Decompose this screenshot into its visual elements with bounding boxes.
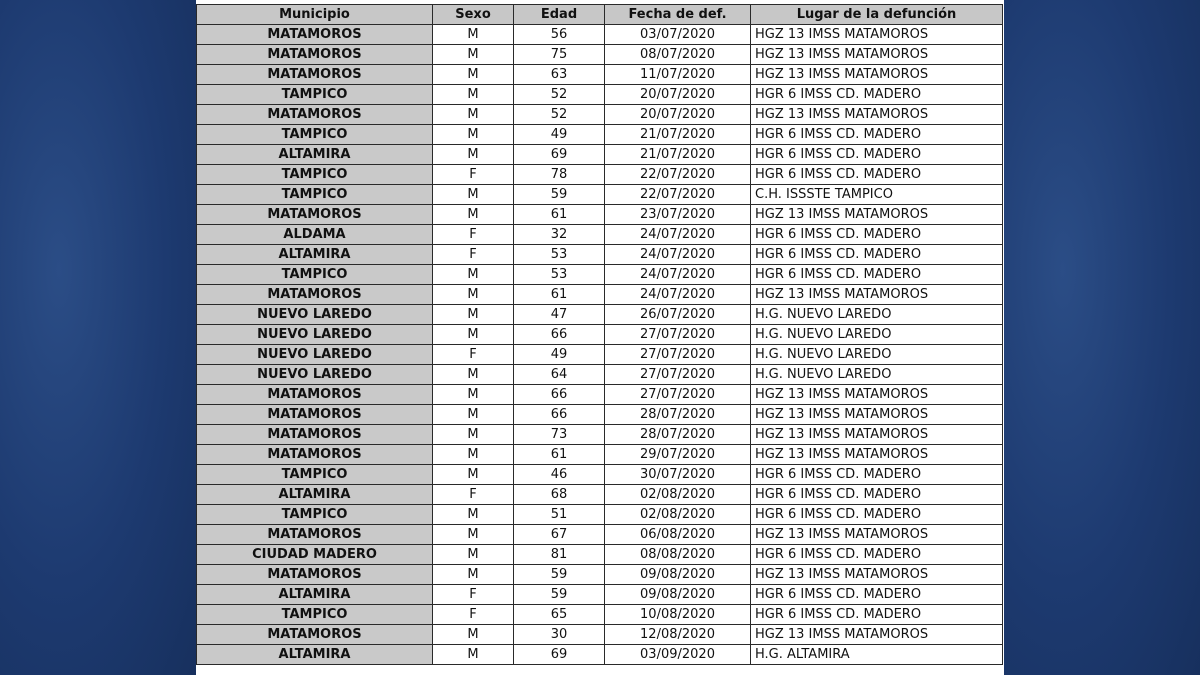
- cell-fecha: 08/08/2020: [605, 545, 751, 565]
- cell-lugar: HGZ 13 IMSS MATAMOROS: [751, 565, 1003, 585]
- cell-municipio: MATAMOROS: [197, 285, 433, 305]
- cell-fecha: 28/07/2020: [605, 425, 751, 445]
- table-row: [197, 285, 1003, 305]
- cell-lugar: HGR 6 IMSS CD. MADERO: [751, 605, 1003, 625]
- cell-municipio: MATAMOROS: [197, 525, 433, 545]
- cell-municipio: ALTAMIRA: [197, 645, 433, 665]
- cell-sexo: M: [433, 565, 514, 585]
- cell-edad: 49: [514, 125, 605, 145]
- cell-municipio: MATAMOROS: [197, 105, 433, 125]
- cell-fecha: 24/07/2020: [605, 265, 751, 285]
- cell-municipio: ALTAMIRA: [197, 485, 433, 505]
- header-lugar: Lugar de la defunción: [751, 5, 1003, 25]
- cell-edad: 65: [514, 605, 605, 625]
- cell-fecha: 24/07/2020: [605, 285, 751, 305]
- cell-fecha: 24/07/2020: [605, 225, 751, 245]
- cell-municipio: MATAMOROS: [197, 205, 433, 225]
- cell-edad: 67: [514, 525, 605, 545]
- cell-lugar: HGZ 13 IMSS MATAMOROS: [751, 105, 1003, 125]
- table-row: [197, 45, 1003, 65]
- cell-municipio: MATAMOROS: [197, 45, 433, 65]
- cell-municipio: TAMPICO: [197, 185, 433, 205]
- header-fecha: Fecha de def.: [605, 5, 751, 25]
- cell-municipio: NUEVO LAREDO: [197, 325, 433, 345]
- cell-municipio: NUEVO LAREDO: [197, 305, 433, 325]
- cell-edad: 61: [514, 205, 605, 225]
- table-row: [197, 605, 1003, 625]
- cell-edad: 81: [514, 545, 605, 565]
- cell-lugar: HGR 6 IMSS CD. MADERO: [751, 465, 1003, 485]
- cell-edad: 59: [514, 585, 605, 605]
- table-row: [197, 205, 1003, 225]
- cell-fecha: 02/08/2020: [605, 485, 751, 505]
- cell-fecha: 03/09/2020: [605, 645, 751, 665]
- cell-municipio: CIUDAD MADERO: [197, 545, 433, 565]
- cell-lugar: HGR 6 IMSS CD. MADERO: [751, 145, 1003, 165]
- cell-edad: 75: [514, 45, 605, 65]
- table-row: [197, 345, 1003, 365]
- cell-sexo: M: [433, 645, 514, 665]
- cell-sexo: M: [433, 85, 514, 105]
- cell-fecha: 20/07/2020: [605, 85, 751, 105]
- cell-edad: 49: [514, 345, 605, 365]
- cell-fecha: 09/08/2020: [605, 585, 751, 605]
- cell-edad: 53: [514, 245, 605, 265]
- cell-edad: 59: [514, 185, 605, 205]
- cell-fecha: 23/07/2020: [605, 205, 751, 225]
- cell-edad: 53: [514, 265, 605, 285]
- cell-fecha: 02/08/2020: [605, 505, 751, 525]
- table-row: [197, 385, 1003, 405]
- cell-fecha: 12/08/2020: [605, 625, 751, 645]
- cell-lugar: HGZ 13 IMSS MATAMOROS: [751, 425, 1003, 445]
- cell-municipio: ALTAMIRA: [197, 245, 433, 265]
- table-row: [197, 325, 1003, 345]
- cell-sexo: M: [433, 305, 514, 325]
- cell-municipio: NUEVO LAREDO: [197, 365, 433, 385]
- cell-fecha: 03/07/2020: [605, 25, 751, 45]
- cell-fecha: 28/07/2020: [605, 405, 751, 425]
- table-row: [197, 625, 1003, 645]
- table-row: [197, 585, 1003, 605]
- spreadsheet: [196, 0, 1004, 675]
- header-sexo: Sexo: [433, 5, 514, 25]
- cell-fecha: 26/07/2020: [605, 305, 751, 325]
- cell-fecha: 22/07/2020: [605, 165, 751, 185]
- cell-edad: 78: [514, 165, 605, 185]
- cell-edad: 32: [514, 225, 605, 245]
- cell-fecha: 08/07/2020: [605, 45, 751, 65]
- cell-sexo: F: [433, 165, 514, 185]
- cell-municipio: ALDAMA: [197, 225, 433, 245]
- cell-edad: 66: [514, 405, 605, 425]
- cell-sexo: M: [433, 25, 514, 45]
- cell-municipio: MATAMOROS: [197, 425, 433, 445]
- cell-lugar: HGR 6 IMSS CD. MADERO: [751, 225, 1003, 245]
- table-row: [197, 445, 1003, 465]
- cell-fecha: 21/07/2020: [605, 125, 751, 145]
- table-row: [197, 145, 1003, 165]
- cell-lugar: HGR 6 IMSS CD. MADERO: [751, 85, 1003, 105]
- table-row: [197, 65, 1003, 85]
- cell-sexo: M: [433, 45, 514, 65]
- cell-lugar: HGZ 13 IMSS MATAMOROS: [751, 45, 1003, 65]
- background-right: [1004, 0, 1200, 675]
- cell-sexo: F: [433, 225, 514, 245]
- cell-fecha: 27/07/2020: [605, 365, 751, 385]
- cell-edad: 30: [514, 625, 605, 645]
- cell-lugar: HGR 6 IMSS CD. MADERO: [751, 125, 1003, 145]
- cell-edad: 61: [514, 285, 605, 305]
- cell-sexo: M: [433, 285, 514, 305]
- cell-sexo: M: [433, 325, 514, 345]
- cell-sexo: M: [433, 205, 514, 225]
- table-row: [197, 25, 1003, 45]
- table-row: [197, 365, 1003, 385]
- cell-edad: 52: [514, 85, 605, 105]
- cell-municipio: MATAMOROS: [197, 385, 433, 405]
- table-row: [197, 525, 1003, 545]
- cell-lugar: HGR 6 IMSS CD. MADERO: [751, 165, 1003, 185]
- cell-lugar: HGZ 13 IMSS MATAMOROS: [751, 25, 1003, 45]
- cell-sexo: F: [433, 605, 514, 625]
- table-row: [197, 545, 1003, 565]
- cell-edad: 69: [514, 645, 605, 665]
- table-row: [197, 185, 1003, 205]
- cell-lugar: HGR 6 IMSS CD. MADERO: [751, 505, 1003, 525]
- table-body: [197, 25, 1003, 665]
- cell-lugar: HGZ 13 IMSS MATAMOROS: [751, 405, 1003, 425]
- cell-fecha: 29/07/2020: [605, 445, 751, 465]
- cell-sexo: M: [433, 625, 514, 645]
- cell-edad: 51: [514, 505, 605, 525]
- table-row: [197, 125, 1003, 145]
- table-row: [197, 425, 1003, 445]
- table-row: [197, 165, 1003, 185]
- cell-municipio: TAMPICO: [197, 265, 433, 285]
- cell-lugar: HGR 6 IMSS CD. MADERO: [751, 545, 1003, 565]
- cell-sexo: M: [433, 405, 514, 425]
- cell-lugar: C.H. ISSSTE TAMPICO: [751, 185, 1003, 205]
- cell-municipio: TAMPICO: [197, 465, 433, 485]
- cell-lugar: HGZ 13 IMSS MATAMOROS: [751, 385, 1003, 405]
- cell-sexo: F: [433, 345, 514, 365]
- table-row: [197, 85, 1003, 105]
- cell-fecha: 27/07/2020: [605, 385, 751, 405]
- cell-edad: 47: [514, 305, 605, 325]
- cell-sexo: M: [433, 425, 514, 445]
- cell-edad: 66: [514, 325, 605, 345]
- cell-sexo: F: [433, 485, 514, 505]
- cell-fecha: 21/07/2020: [605, 145, 751, 165]
- cell-lugar: HGR 6 IMSS CD. MADERO: [751, 265, 1003, 285]
- table-row: [197, 265, 1003, 285]
- cell-lugar: HGR 6 IMSS CD. MADERO: [751, 485, 1003, 505]
- cell-sexo: M: [433, 65, 514, 85]
- cell-edad: 66: [514, 385, 605, 405]
- table-row: [197, 565, 1003, 585]
- cell-fecha: 27/07/2020: [605, 345, 751, 365]
- cell-municipio: TAMPICO: [197, 165, 433, 185]
- cell-lugar: H.G. NUEVO LAREDO: [751, 325, 1003, 345]
- cell-municipio: ALTAMIRA: [197, 585, 433, 605]
- cell-fecha: 24/07/2020: [605, 245, 751, 265]
- cell-sexo: M: [433, 145, 514, 165]
- cell-sexo: F: [433, 245, 514, 265]
- table-row: [197, 225, 1003, 245]
- cell-edad: 63: [514, 65, 605, 85]
- cell-edad: 61: [514, 445, 605, 465]
- cell-municipio: MATAMOROS: [197, 65, 433, 85]
- cell-municipio: NUEVO LAREDO: [197, 345, 433, 365]
- table-row: [197, 105, 1003, 125]
- cell-municipio: MATAMOROS: [197, 405, 433, 425]
- table-row: [197, 645, 1003, 665]
- cell-sexo: M: [433, 505, 514, 525]
- cell-lugar: HGZ 13 IMSS MATAMOROS: [751, 445, 1003, 465]
- cell-edad: 59: [514, 565, 605, 585]
- header-edad: Edad: [514, 5, 605, 25]
- cell-sexo: M: [433, 445, 514, 465]
- cell-fecha: 27/07/2020: [605, 325, 751, 345]
- cell-lugar: HGR 6 IMSS CD. MADERO: [751, 245, 1003, 265]
- table-row: [197, 465, 1003, 485]
- cell-edad: 52: [514, 105, 605, 125]
- cell-edad: 69: [514, 145, 605, 165]
- cell-lugar: H.G. ALTAMIRA: [751, 645, 1003, 665]
- cell-municipio: TAMPICO: [197, 505, 433, 525]
- cell-lugar: HGZ 13 IMSS MATAMOROS: [751, 65, 1003, 85]
- cell-fecha: 30/07/2020: [605, 465, 751, 485]
- header-row: [197, 5, 1003, 25]
- cell-sexo: M: [433, 385, 514, 405]
- background-left: [0, 0, 196, 675]
- table-row: [197, 505, 1003, 525]
- cell-edad: 64: [514, 365, 605, 385]
- cell-lugar: HGZ 13 IMSS MATAMOROS: [751, 285, 1003, 305]
- cell-municipio: TAMPICO: [197, 125, 433, 145]
- cell-sexo: M: [433, 365, 514, 385]
- cell-lugar: HGZ 13 IMSS MATAMOROS: [751, 525, 1003, 545]
- deaths-table: [196, 4, 1003, 665]
- cell-fecha: 09/08/2020: [605, 565, 751, 585]
- cell-lugar: H.G. NUEVO LAREDO: [751, 345, 1003, 365]
- cell-municipio: ALTAMIRA: [197, 145, 433, 165]
- cell-fecha: 11/07/2020: [605, 65, 751, 85]
- cell-edad: 68: [514, 485, 605, 505]
- cell-municipio: TAMPICO: [197, 85, 433, 105]
- cell-fecha: 06/08/2020: [605, 525, 751, 545]
- cell-municipio: MATAMOROS: [197, 565, 433, 585]
- table-row: [197, 245, 1003, 265]
- cell-sexo: M: [433, 525, 514, 545]
- cell-sexo: M: [433, 105, 514, 125]
- table-row: [197, 485, 1003, 505]
- cell-sexo: M: [433, 125, 514, 145]
- cell-edad: 73: [514, 425, 605, 445]
- cell-sexo: F: [433, 585, 514, 605]
- cell-fecha: 10/08/2020: [605, 605, 751, 625]
- header-municipio: Municipio: [197, 5, 433, 25]
- cell-municipio: MATAMOROS: [197, 445, 433, 465]
- cell-municipio: MATAMOROS: [197, 25, 433, 45]
- cell-municipio: TAMPICO: [197, 605, 433, 625]
- cell-fecha: 20/07/2020: [605, 105, 751, 125]
- cell-edad: 56: [514, 25, 605, 45]
- cell-lugar: HGR 6 IMSS CD. MADERO: [751, 585, 1003, 605]
- cell-lugar: HGZ 13 IMSS MATAMOROS: [751, 625, 1003, 645]
- cell-sexo: M: [433, 545, 514, 565]
- cell-lugar: H.G. NUEVO LAREDO: [751, 365, 1003, 385]
- cell-lugar: H.G. NUEVO LAREDO: [751, 305, 1003, 325]
- cell-fecha: 22/07/2020: [605, 185, 751, 205]
- cell-sexo: M: [433, 465, 514, 485]
- cell-municipio: MATAMOROS: [197, 625, 433, 645]
- cell-sexo: M: [433, 265, 514, 285]
- table-row: [197, 405, 1003, 425]
- cell-edad: 46: [514, 465, 605, 485]
- cell-lugar: HGZ 13 IMSS MATAMOROS: [751, 205, 1003, 225]
- table-row: [197, 305, 1003, 325]
- cell-sexo: M: [433, 185, 514, 205]
